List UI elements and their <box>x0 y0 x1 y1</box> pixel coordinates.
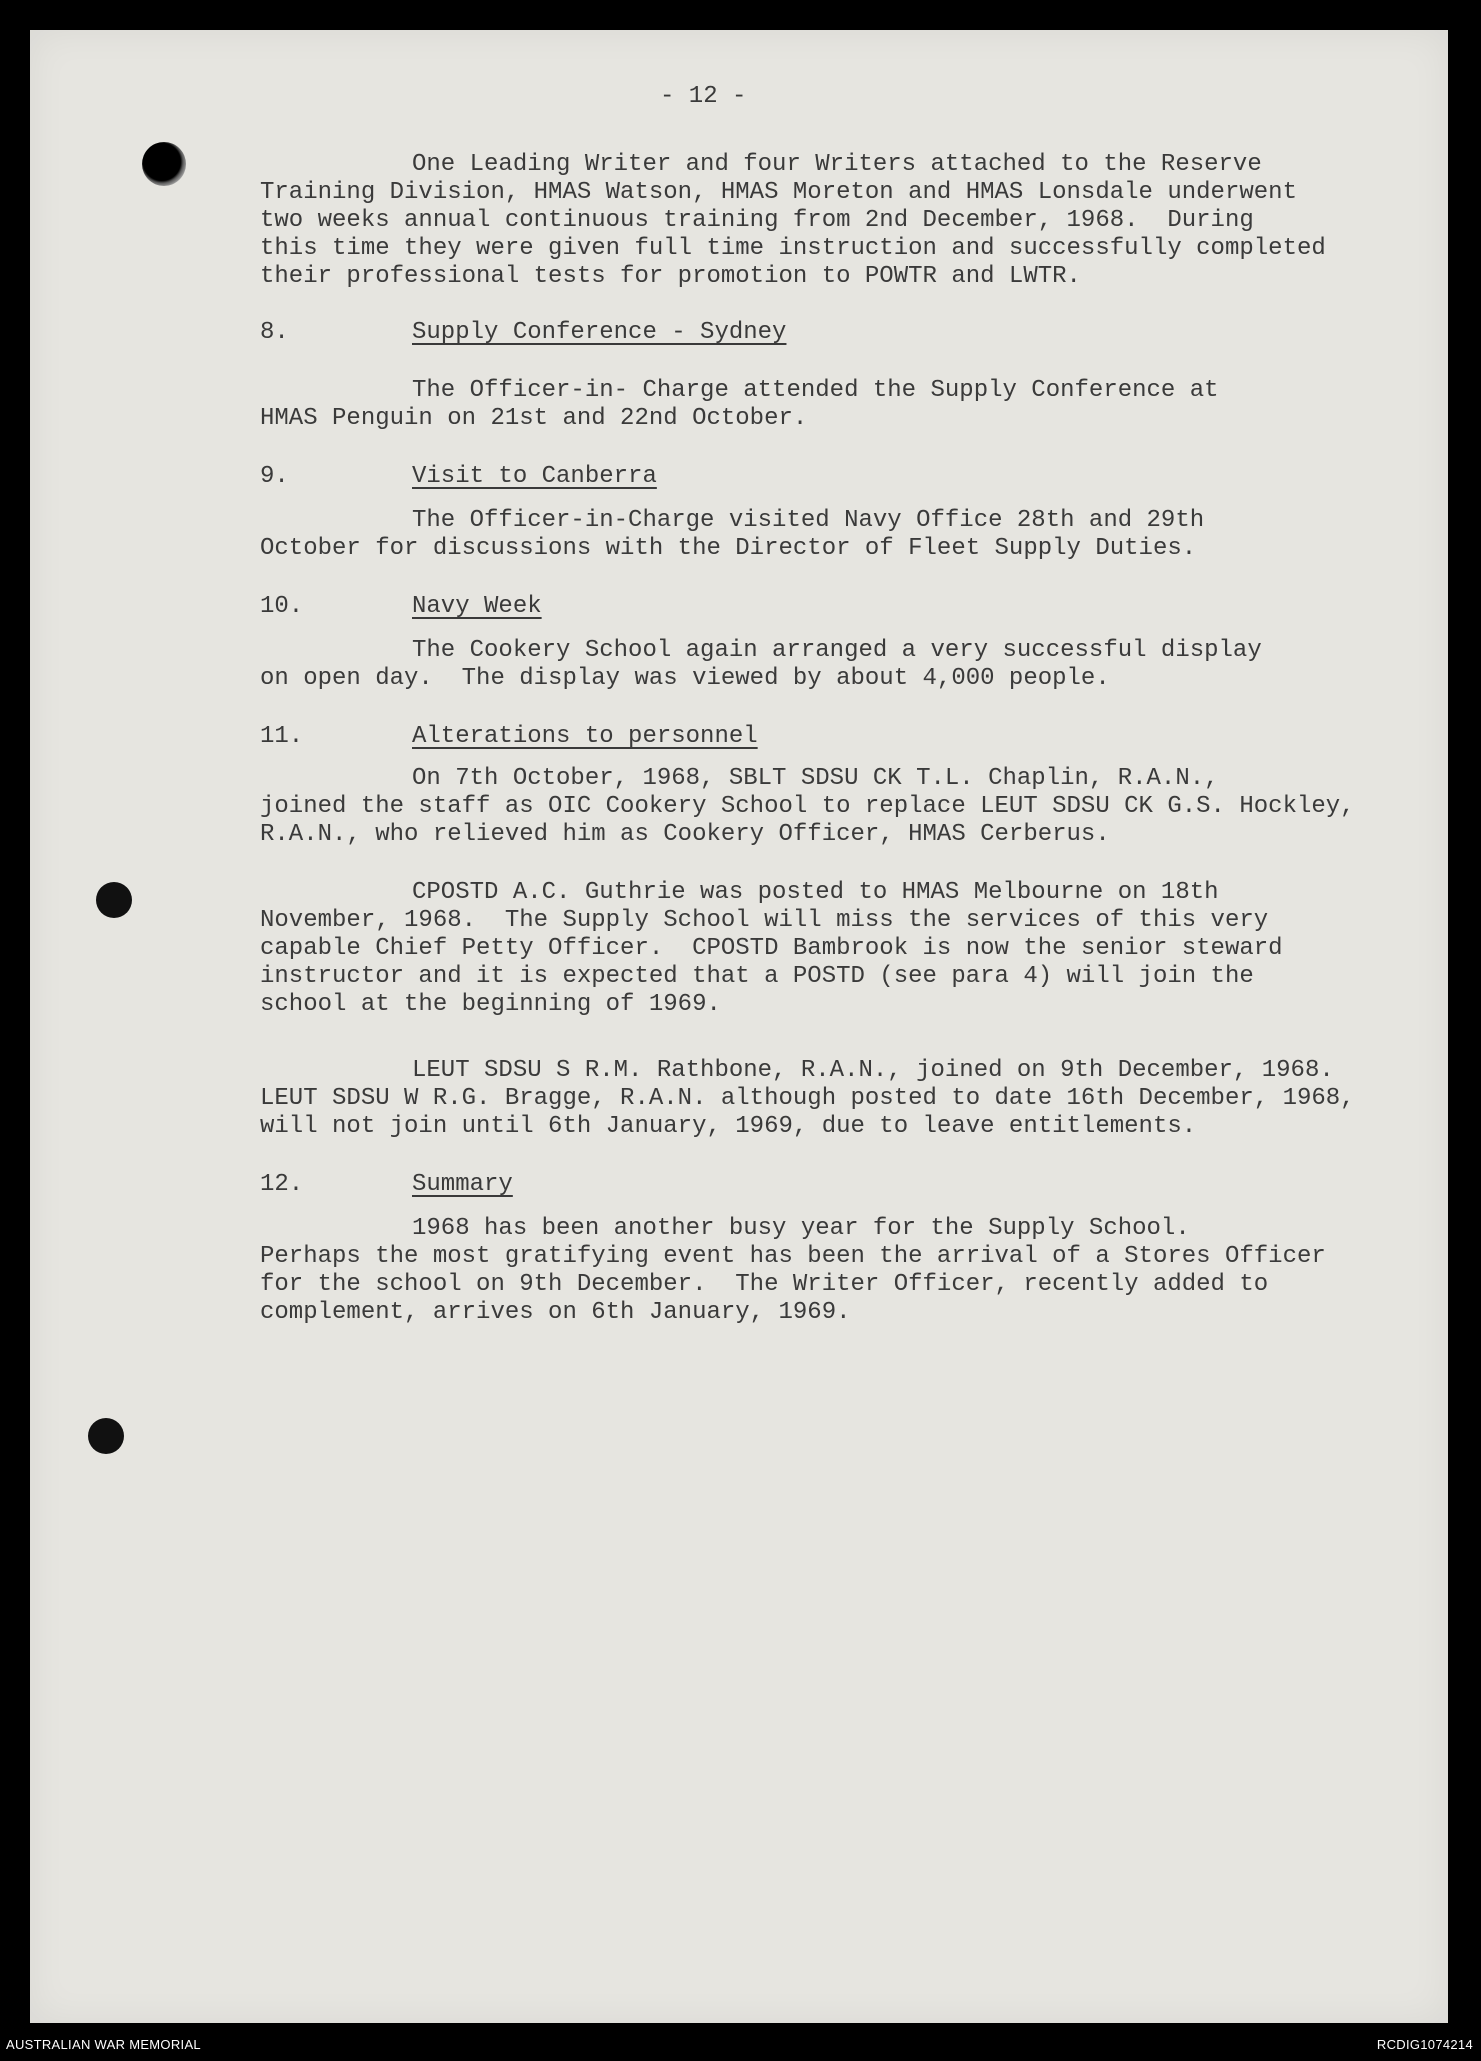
punch-hole-middle <box>96 882 132 918</box>
section-number: 12. <box>260 1171 304 1198</box>
paragraph-line: LEUT SDSU S R.M. Rathbone, R.A.N., joined on 9th December, 1968. <box>412 1057 1334 1084</box>
paragraph-line: for the school on 9th December. The Writer Officer, recently added to <box>260 1271 1269 1298</box>
paragraph-line: The Officer-in-Charge visited Navy Office 28th and 29th <box>412 507 1205 534</box>
page-number: - 12 - <box>660 83 747 110</box>
section-heading: Alterations to personnel <box>412 723 758 750</box>
paragraph-line: on open day. The display was viewed by about 4,000 people. <box>260 665 1110 692</box>
intro-line: Training Division, HMAS Watson, HMAS Moreton and HMAS Lonsdale underwent <box>260 179 1297 206</box>
section-number: 11. <box>260 723 304 750</box>
paragraph-line: joined the staff as OIC Cookery School to replace LEUT SDSU CK G.S. Hockley, <box>260 793 1355 820</box>
paragraph-line: LEUT SDSU W R.G. Bragge, R.A.N. although posted to date 16th December, 1968, <box>260 1085 1355 1112</box>
paragraph-line: 1968 has been another busy year for the Supply School. <box>412 1215 1190 1242</box>
intro-line: this time they were given full time instruction and successfully completed <box>260 235 1326 262</box>
punch-hole-bottom <box>88 1418 124 1454</box>
paragraph-line: October for discussions with the Director of Fleet Supply Duties. <box>260 535 1197 562</box>
section-number: 10. <box>260 593 304 620</box>
paragraph-line: The Cookery School again arranged a very successful display <box>412 637 1262 664</box>
section-number: 9. <box>260 463 289 490</box>
intro-line: two weeks annual continuous training from 2nd December, 1968. During <box>260 207 1254 234</box>
intro-line: their professional tests for promotion to POWTR and LWTR. <box>260 263 1081 290</box>
punch-hole-top <box>142 142 186 186</box>
section-number: 8. <box>260 319 289 346</box>
paragraph-line: capable Chief Petty Officer. CPOSTD Bambrook is now the senior steward <box>260 935 1283 962</box>
paragraph-line: Perhaps the most gratifying event has been the arrival of a Stores Officer <box>260 1243 1326 1270</box>
section-heading: Supply Conference - Sydney <box>412 319 787 346</box>
paragraph-line: complement, arrives on 6th January, 1969. <box>260 1299 851 1326</box>
paragraph-line: instructor and it is expected that a POSTD (see para 4) will join the <box>260 963 1254 990</box>
section-heading: Navy Week <box>412 593 542 620</box>
paragraph-line: R.A.N., who relieved him as Cookery Officer, HMAS Cerberus. <box>260 821 1110 848</box>
paragraph-line: school at the beginning of 1969. <box>260 991 721 1018</box>
intro-line: One Leading Writer and four Writers attached to the Reserve <box>412 151 1262 178</box>
paragraph-line: HMAS Penguin on 21st and 22nd October. <box>260 405 808 432</box>
paragraph-line: CPOSTD A.C. Guthrie was posted to HMAS Melbourne on 18th <box>412 879 1219 906</box>
paragraph-line: On 7th October, 1968, SBLT SDSU CK T.L. Chaplin, R.A.N., <box>412 765 1219 792</box>
section-heading: Visit to Canberra <box>412 463 657 490</box>
section-heading: Summary <box>412 1171 513 1198</box>
archive-identifier: RCDIG1074214 <box>1376 2037 1473 2052</box>
archive-credit: AUSTRALIAN WAR MEMORIAL <box>6 2037 201 2052</box>
paragraph-line: The Officer-in- Charge attended the Supply Conference at <box>412 377 1219 404</box>
document-page <box>30 30 1448 2023</box>
paragraph-line: will not join until 6th January, 1969, due to leave entitlements. <box>260 1113 1197 1140</box>
paragraph-line: November, 1968. The Supply School will miss the services of this very <box>260 907 1269 934</box>
